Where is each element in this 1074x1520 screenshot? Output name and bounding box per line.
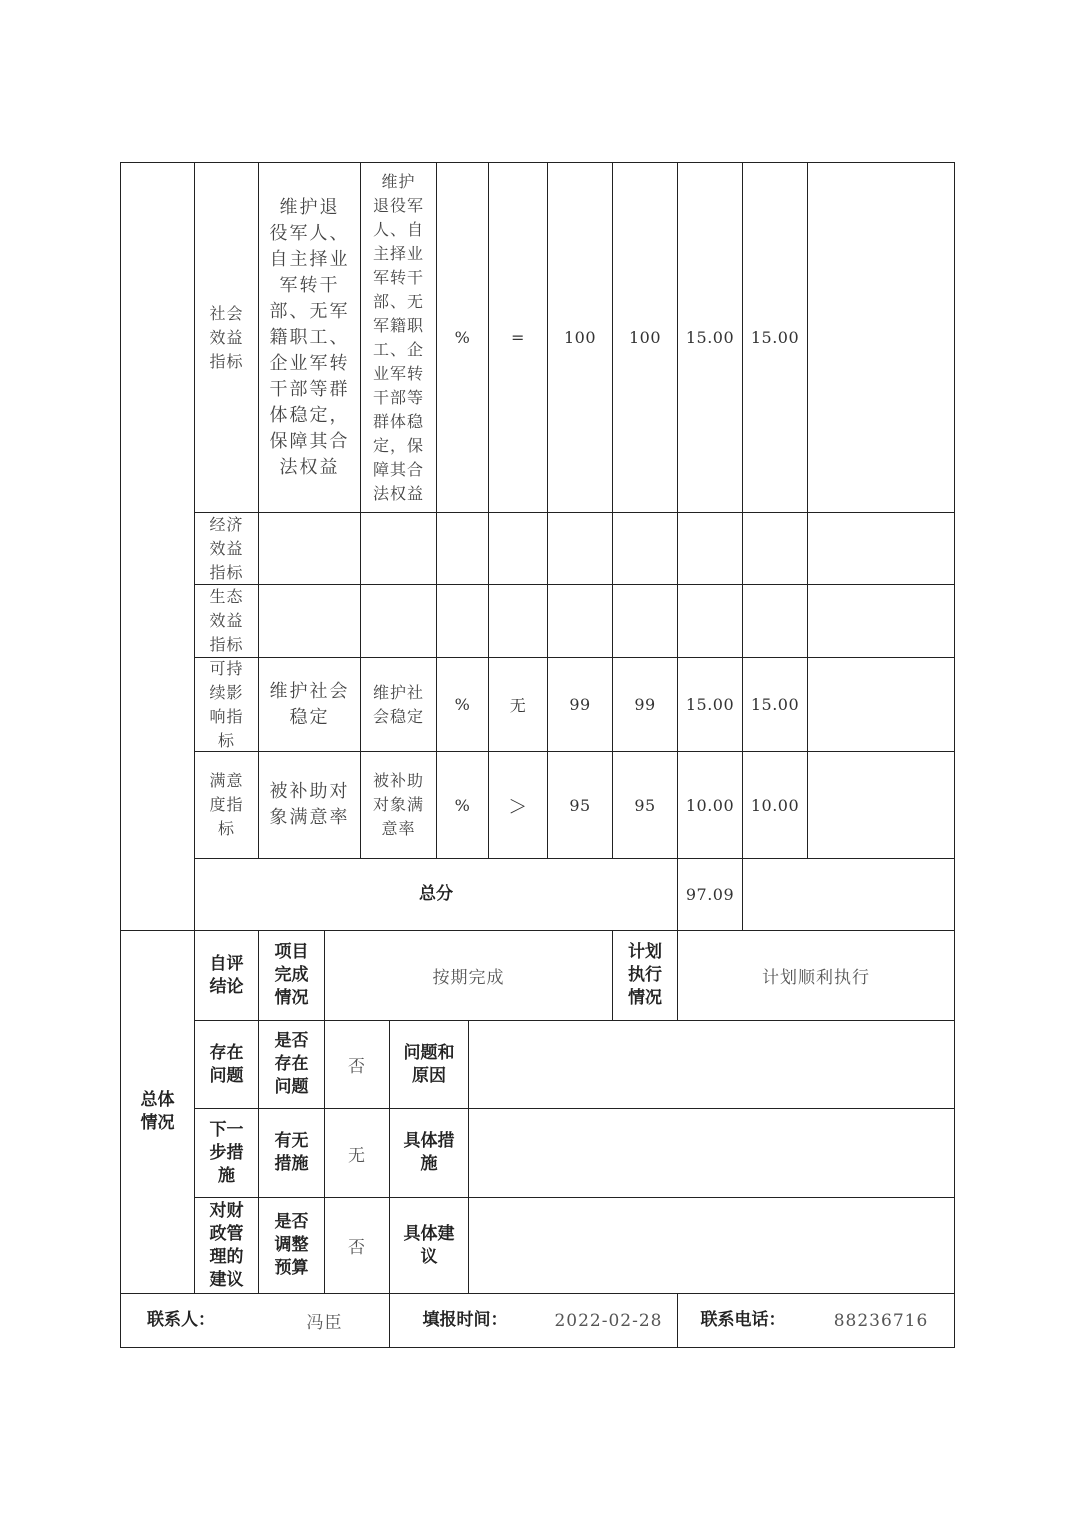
date-label: 填报时间： bbox=[422, 1310, 508, 1330]
indicator-operator: 无 bbox=[509, 696, 527, 715]
next-steps-answer: 无 bbox=[348, 1145, 366, 1166]
contact-value: 冯臣 bbox=[306, 1313, 343, 1333]
indicator-actual: 95 bbox=[634, 795, 656, 815]
indicator-target: 99 bbox=[569, 695, 591, 714]
indicator-actual: 100 bbox=[628, 328, 662, 347]
indicator-score: 10.00 bbox=[750, 795, 800, 815]
finance-question: 是否 调整 预算 bbox=[274, 1212, 309, 1278]
indicator-operator: ＞ bbox=[508, 795, 528, 818]
indicator-unit: % bbox=[454, 695, 471, 714]
indicator-weight: 10.00 bbox=[685, 795, 735, 815]
indicator-actual: 99 bbox=[634, 695, 656, 714]
self-eval-label: 自评 结论 bbox=[209, 953, 244, 997]
indicator-unit: % bbox=[454, 328, 471, 347]
indicator-category: 可持 续影 响指 标 bbox=[209, 658, 244, 750]
indicator-category: 社会 效益 指标 bbox=[209, 303, 244, 371]
indicator-category: 生态 效益 指标 bbox=[209, 587, 244, 654]
total-value: 97.09 bbox=[685, 885, 735, 904]
issues-question: 是否 存在 问题 bbox=[274, 1031, 309, 1097]
phone-value: 88236716 bbox=[833, 1310, 929, 1331]
indicator-detail: 维护 退役军 人、自 主择业 军转干 部、无 军籍职 工、企 业军转 干部等 群体稳 定，保 障其合 法权益 bbox=[372, 171, 424, 503]
indicator-content: 维护退 役军人、 自主择业 军转干 部、无军 籍职工、 企业军转 干部等群 体稳定， 保障其合 法权益 bbox=[269, 196, 350, 478]
indicator-operator: = bbox=[511, 328, 525, 347]
finance-answer: 否 bbox=[348, 1238, 366, 1258]
next-steps-detail-label: 具体措 施 bbox=[403, 1131, 455, 1174]
phone-label: 联系电话： bbox=[700, 1310, 786, 1330]
indicator-content: 维护社会 稳定 bbox=[269, 680, 350, 728]
issues-label: 存在 问题 bbox=[209, 1042, 244, 1086]
indicator-detail: 维护社 会稳定 bbox=[372, 682, 424, 726]
issues-answer: 否 bbox=[348, 1057, 366, 1077]
completion-value: 按期完成 bbox=[432, 968, 505, 988]
indicator-target: 100 bbox=[563, 328, 597, 347]
indicator-score: 15.00 bbox=[750, 328, 800, 347]
indicator-detail: 被补助 对象满 意率 bbox=[372, 771, 424, 838]
indicator-category: 满意 度指 标 bbox=[209, 771, 244, 838]
contact-label: 联系人： bbox=[147, 1310, 215, 1330]
overall-label: 总体 情况 bbox=[140, 1090, 175, 1133]
indicator-weight: 15.00 bbox=[685, 328, 735, 347]
indicator-target: 95 bbox=[569, 795, 591, 815]
next-steps-label: 下一 步措 施 bbox=[209, 1119, 244, 1186]
indicator-weight: 15.00 bbox=[685, 695, 735, 714]
plan-label: 计划 执行 情况 bbox=[628, 942, 662, 1008]
finance-detail-label: 具体建 议 bbox=[403, 1223, 455, 1267]
issues-detail-label: 问题和 原因 bbox=[403, 1042, 455, 1086]
plan-value: 计划顺利执行 bbox=[762, 968, 870, 988]
indicator-score: 15.00 bbox=[750, 695, 800, 714]
next-steps-question: 有无 措施 bbox=[274, 1131, 309, 1174]
completion-label: 项目 完成 情况 bbox=[274, 942, 309, 1008]
date-value: 2022-02-28 bbox=[554, 1310, 663, 1331]
finance-label: 对财 政管 理的 建议 bbox=[209, 1200, 244, 1290]
indicator-content: 被补助对 象满意率 bbox=[269, 781, 350, 828]
indicator-category: 经济 效益 指标 bbox=[209, 514, 244, 582]
indicator-unit: % bbox=[454, 795, 471, 815]
total-label: 总分 bbox=[419, 884, 453, 904]
